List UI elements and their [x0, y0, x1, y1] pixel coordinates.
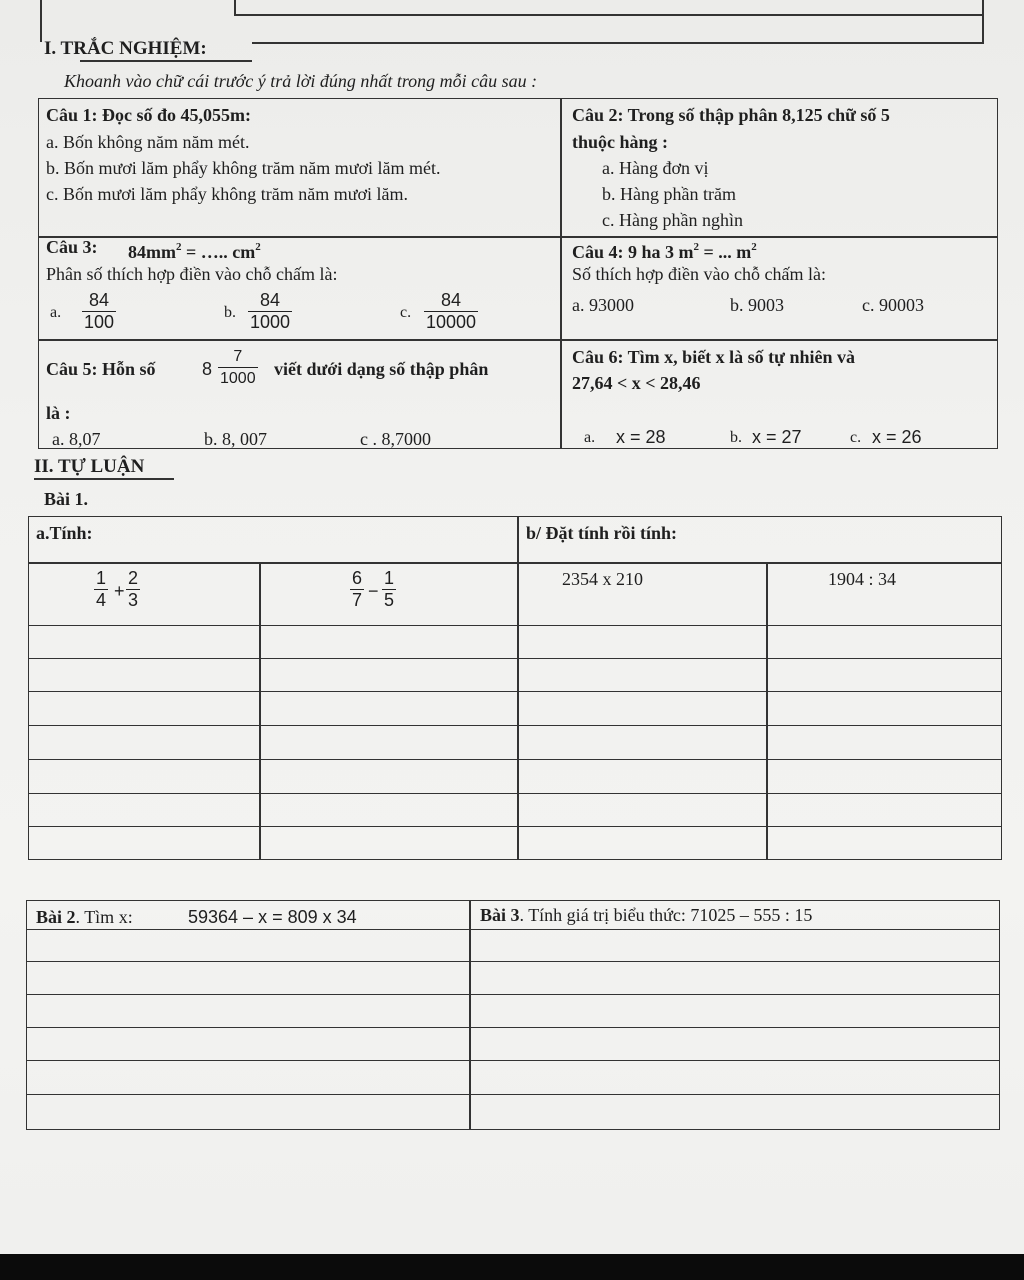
question-4-text: Số thích hợp điền vào chỗ chấm là: [572, 264, 826, 284]
bai-1-header-divider [28, 562, 1002, 564]
answer-line [26, 1094, 1000, 1095]
question-1-option-c: c. Bốn mươi lăm phẩy không trăm năm mươi lăm. [46, 184, 408, 204]
question-6-option-a: x = 28 [616, 427, 666, 447]
question-6-option-b-label: b. [730, 429, 742, 446]
question-5-option-c: c . 8,7000 [360, 429, 431, 449]
question-2-option-b: b. Hàng phần trăm [602, 184, 736, 204]
expr-3: 2354 x 210 [562, 569, 643, 589]
question-3-option-c-fraction: $\frac{84}{10000}$ [426, 290, 477, 332]
question-1-option-a: a. Bốn không năm năm mét. [46, 132, 250, 152]
bai-3-prompt: Bài 3. Tính giá trị biểu thức: 71025 – 555 : 15 [480, 905, 813, 925]
question-4-title: Câu 4: 9 ha 3 $m^2$ = ... $m^2$ [572, 241, 757, 262]
top-table-border [234, 14, 982, 16]
bai-1-column-divider [766, 562, 768, 860]
question-5-fraction: $\frac{7}{1000}$ [220, 348, 256, 387]
bai-2-3-divider [469, 900, 471, 1130]
answer-line [28, 625, 1002, 626]
top-table-border [252, 42, 982, 44]
question-2-title: Câu 2: Trong số thập phân 8,125 chữ số 5 [572, 105, 890, 125]
answer-line [28, 759, 1002, 760]
expr-4: 1904 : 34 [828, 569, 897, 589]
question-6-title: Câu 6: Tìm x, biết x là số tự nhiên và [572, 347, 855, 367]
answer-line [28, 658, 1002, 659]
question-3-expression: $84mm^2$ = ….. $cm^2$ [128, 241, 261, 262]
question-5-text: viết dưới dạng số thập phân [274, 359, 489, 379]
question-2-option-c: c. Hàng phần nghìn [602, 210, 743, 230]
bai-2-prompt: Bài 2. Tìm x: [36, 907, 133, 927]
question-4-option-a: a. 93000 [572, 295, 634, 315]
section-2-title: II. TỰ LUẬN [34, 456, 145, 477]
expr-1-fraction-2: $\frac{2}{3}$ [128, 568, 139, 610]
section-title: I. TRẮC NGHIỆM: [44, 38, 207, 59]
bai-2-3-table [26, 900, 1000, 1130]
expr-2-operator: − [368, 581, 379, 601]
answer-line [28, 691, 1002, 692]
answer-line [28, 725, 1002, 726]
mcq-divider [560, 98, 562, 449]
question-2-title-cont: thuộc hàng : [572, 132, 669, 152]
question-6-option-c: x = 26 [872, 427, 922, 447]
section-2-title-underline [34, 478, 174, 480]
bai-1-column-divider [259, 562, 261, 860]
mcq-divider [38, 339, 998, 341]
top-table-border [234, 0, 236, 14]
answer-line [26, 1027, 1000, 1028]
question-3-label: Câu 3: [46, 237, 98, 257]
top-table-border [40, 0, 42, 42]
question-3-option-a-label: a. [50, 304, 62, 321]
expr-2-fraction-2: $\frac{1}{5}$ [384, 568, 395, 610]
question-5-option-b: b. 8, 007 [204, 429, 267, 449]
question-4-option-b: b. 9003 [730, 295, 784, 315]
part-b-header: b/ Đặt tính rồi tính: [526, 523, 678, 543]
question-2-option-a: a. Hàng đơn vị [602, 158, 709, 178]
section-title-underline [80, 60, 252, 62]
expr-2-fraction-1: $\frac{6}{7}$ [352, 568, 363, 610]
question-4-option-c: c. 90003 [862, 295, 924, 315]
answer-line [26, 929, 1000, 930]
expr-1-fraction-1: $\frac{1}{4}$ [96, 568, 107, 610]
question-6-condition: 27,64 < x < 28,46 [572, 373, 701, 393]
question-3-option-a-fraction: $\frac{84}{100}$ [84, 290, 115, 332]
top-table-border [982, 0, 984, 44]
question-1-option-b: b. Bốn mươi lăm phẩy không trăm năm mươi lăm mét. [46, 158, 441, 178]
bottom-bar [0, 1254, 1024, 1280]
answer-line [26, 994, 1000, 995]
question-5-label: Câu 5: Hỗn số [46, 359, 156, 379]
question-5-option-a: a. 8,07 [52, 429, 101, 449]
question-6-option-c-label: c. [850, 429, 862, 446]
bai-1-column-divider [517, 516, 519, 860]
answer-line [26, 1060, 1000, 1061]
bai-1-label: Bài 1. [44, 489, 89, 509]
part-a-header: a.Tính: [36, 523, 93, 543]
question-3-option-c-label: c. [400, 304, 412, 321]
question-3-text: Phân số thích hợp điền vào chỗ chấm là: [46, 264, 338, 284]
question-3-option-b-label: b. [224, 304, 236, 321]
question-6-option-a-label: a. [584, 429, 596, 446]
expr-1-operator: + [114, 581, 125, 601]
question-5-whole: 8 [202, 359, 213, 379]
question-1-title: Câu 1: Đọc số đo 45,055m: [46, 105, 251, 125]
answer-line [26, 961, 1000, 962]
question-6-option-b: x = 27 [752, 427, 802, 447]
question-3-option-b-fraction: $\frac{84}{1000}$ [250, 290, 291, 332]
question-5-text-cont: là : [46, 403, 71, 423]
bai-2-expression: 59364 – x = 809 x 34 [188, 907, 357, 927]
answer-line [28, 826, 1002, 827]
answer-line [28, 793, 1002, 794]
instruction: Khoanh vào chữ cái trước ý trả lời đúng nhất trong mỗi câu sau : [64, 71, 538, 91]
